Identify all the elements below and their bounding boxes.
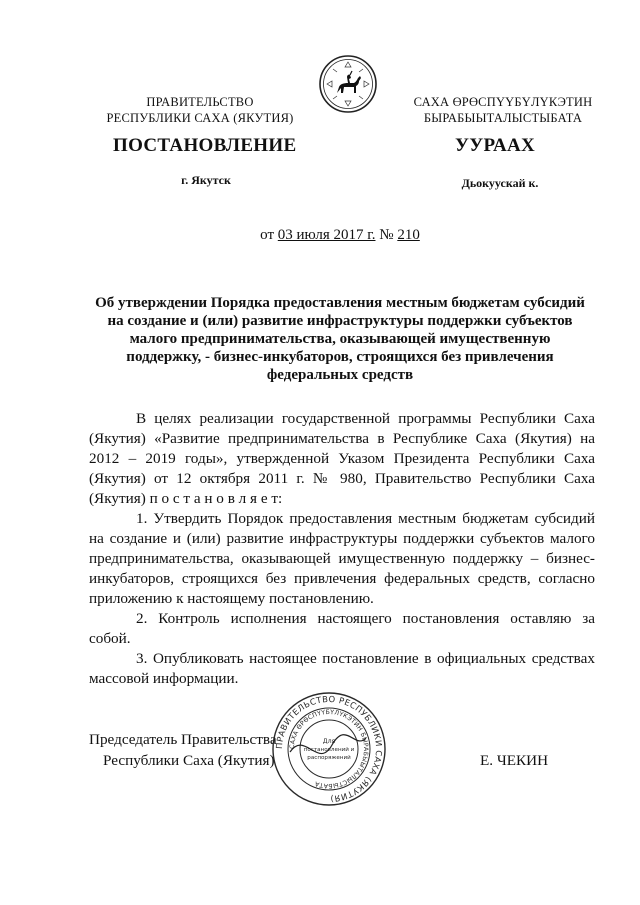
coat-of-arms-emblem: [318, 54, 378, 114]
svg-text:Для: Для: [322, 738, 336, 745]
title-line: поддержку, - бизнес-инкубаторов, строящихся без привлечения: [126, 349, 554, 365]
dateline-prefix: от: [260, 227, 275, 243]
city-ru: г. Якутск: [181, 173, 231, 187]
item-2: 2. Контроль исполнения настоящего постановления оставляю за собой.: [89, 610, 595, 647]
dateline-date: 03 июля 2017 г.: [277, 227, 376, 243]
dateline-number: 210: [397, 227, 420, 243]
header-right-line2: БЫРАБЫЫТАЛЫСТЫБАТА: [423, 111, 583, 125]
svg-text:постановлений и: постановлений и: [303, 747, 355, 753]
decree-word: п о с т а н о в л я е т:: [149, 490, 283, 507]
intro-text: В целях реализации государственной программы Республики Саха (Якутия) «Развитие предпринимательства в Республике Саха (Якутия) на 2012 – 2019 годы», утвержденной Указом Президента Республики Саха (Якутия) от 12 октября 2011 г. № 980, Правительство Республики Саха (Якутия): [89, 410, 595, 507]
item-3: 3. Опубликовать настоящее постановление в официальных средствах массовой информации.: [89, 650, 595, 687]
doc-type-sah: УУРААХ: [454, 135, 536, 156]
svg-text:САХА ӨРӨСПҮҮБҮЛҮКЭТИН БЫРАБЫЫТ: САХА ӨРӨСПҮҮБҮЛҮКЭТИН БЫРАБЫЫТАЛЫСТЫБАТА: [288, 708, 370, 790]
title-line: федеральных средств: [266, 367, 414, 383]
signature-position-line2: Республики Саха (Якутия): [103, 752, 275, 769]
svg-text:распоряжений: распоряжений: [307, 755, 351, 761]
signature-name: Е. ЧЕКИН: [480, 752, 549, 769]
intro-paragraph: [89, 409, 595, 509]
city-sah: Дьокуускай к.: [461, 176, 539, 190]
item-1: 1. Утвердить Порядок предоставления местным бюджетам субсидий на создание и (или) развитие инфраструктуры поддержки субъектов малого предпринимательства, оказывающей имущественную поддержку – бизнес-инкубаторов, строящихся без привлечения федеральных средств, согласно приложению к настоящему постановлению.: [89, 510, 595, 607]
signature-position-line1: Председатель Правительства: [89, 731, 277, 748]
title-line: малого предпринимательства, оказывающей имущественную: [129, 331, 551, 347]
header-left-line1: ПРАВИТЕЛЬСТВО: [146, 95, 254, 109]
header-left: [100, 94, 300, 126]
header-right: [396, 94, 610, 126]
header-right-line1: САХА ӨРӨСПҮҮБҮЛҮКЭТИН: [413, 95, 593, 109]
official-seal-stamp: [270, 690, 388, 808]
dateline-no-sign: №: [379, 227, 394, 243]
document-body: [89, 409, 595, 689]
title-line: Об утверждении Порядка предоставления местным бюджетам субсидий: [95, 295, 585, 311]
doc-type-ru: ПОСТАНОВЛЕНИЕ: [113, 135, 297, 156]
svg-text:ПРАВИТЕЛЬСТВО РЕСПУБЛИКИ САХА: ПРАВИТЕЛЬСТВО РЕСПУБЛИКИ САХА (ЯКУТИЯ): [273, 693, 385, 805]
title-line: на создание и (или) развитие инфраструктуры поддержки субъектов: [107, 313, 573, 329]
header-left-line2: РЕСПУБЛИКИ САХА (ЯКУТИЯ): [106, 111, 294, 125]
document-title: [70, 294, 610, 384]
dateline: [200, 227, 480, 244]
